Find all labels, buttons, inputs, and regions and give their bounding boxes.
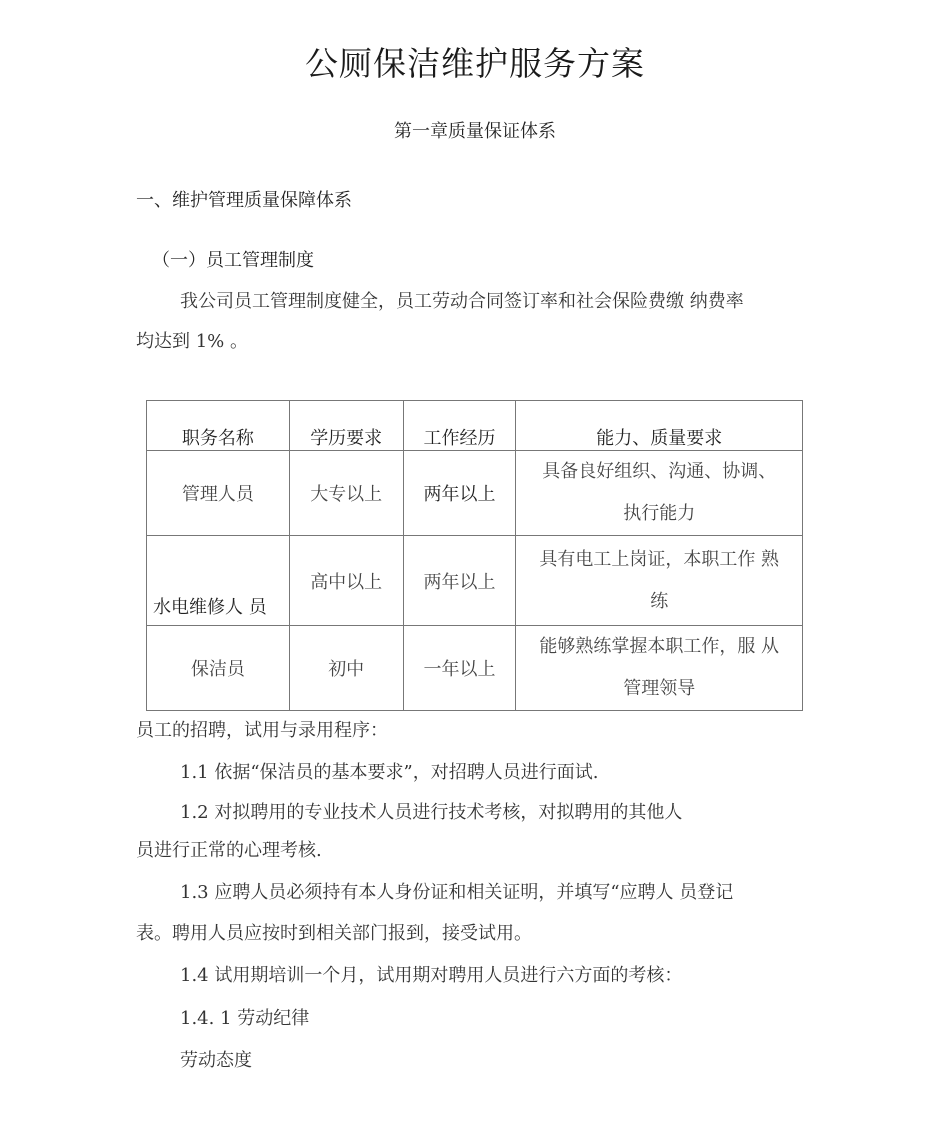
requirement-line: 执行能力 <box>623 503 696 524</box>
recruitment-item-1-3-line1: 1.3 应聘人员必须持有本人身份证和相关证明，并填写“应聘人 员登记 <box>180 882 734 903</box>
recruitment-item-1-3-line2: 表。聘用人员应按时到相关部门报到，接受试用。 <box>136 923 532 944</box>
experience-cell: 两年以上 <box>403 536 516 626</box>
requirement-line: 管理领导 <box>623 678 696 699</box>
recruitment-item-1-4-1: 1.4. 1 劳动纪律 <box>180 1008 310 1029</box>
recruitment-item-1-2-line1: 1.2 对拟聘用的专业技术人员进行技术考核，对拟聘用的其他人 <box>180 802 683 823</box>
education-cell: 大专以上 <box>289 451 403 536</box>
requirement-line: 练 <box>650 590 669 612</box>
table-row <box>147 626 803 711</box>
table-row <box>147 451 803 536</box>
recruitment-item-1-1: 1.1 依据“保洁员的基本要求”，对招聘人员进行面试. <box>180 762 599 783</box>
position-cell: 保洁员 <box>147 626 290 711</box>
experience-cell: 两年以上 <box>403 451 516 536</box>
chapter-heading: 第一章质量保证体系 <box>394 121 556 142</box>
document-title: 公厕保洁维护服务方案 <box>305 44 645 83</box>
staff-requirements-table <box>146 400 803 711</box>
requirement-cell <box>516 451 803 536</box>
table-header-cell: 能力、质量要求 <box>516 401 803 451</box>
education-cell: 高中以上 <box>289 536 403 626</box>
table-header-row <box>147 401 803 451</box>
education-cell: 初中 <box>289 626 403 711</box>
position-cell: 管理人员 <box>147 451 290 536</box>
requirement-line: 具有电工上岗证，本职工作 熟 <box>539 548 780 570</box>
requirement-cell <box>516 626 803 711</box>
requirement-cell <box>516 536 803 626</box>
section-heading: 一、维护管理质量保障体系 <box>136 190 352 211</box>
subsection-heading: （一）员工管理制度 <box>152 250 314 271</box>
recruitment-item-1-2-line2: 员进行正常的心理考核. <box>136 840 322 861</box>
table-row <box>147 536 803 626</box>
requirement-line: 能够熟练掌握本职工作，服 从 <box>539 636 780 657</box>
table-header-cell: 工作经历 <box>403 401 516 451</box>
intro-paragraph-line2: 均达到 1% 。 <box>136 331 248 352</box>
requirement-line: 具备良好组织、沟通、协调、 <box>542 461 777 482</box>
recruitment-item-attitude: 劳动态度 <box>180 1050 252 1071</box>
recruitment-heading: 员工的招聘，试用与录用程序： <box>136 720 388 741</box>
position-cell: 水电维修人 员 <box>147 536 290 626</box>
experience-cell: 一年以上 <box>403 626 516 711</box>
table-header-cell: 职务名称 <box>147 401 290 451</box>
intro-paragraph-line1: 我公司员工管理制度健全，员工劳动合同签订率和社会保险费缴 纳费率 <box>180 291 744 312</box>
recruitment-item-1-4: 1.4 试用期培训一个月，试用期对聘用人员进行六方面的考核： <box>180 965 683 986</box>
table-header-cell: 学历要求 <box>289 401 403 451</box>
